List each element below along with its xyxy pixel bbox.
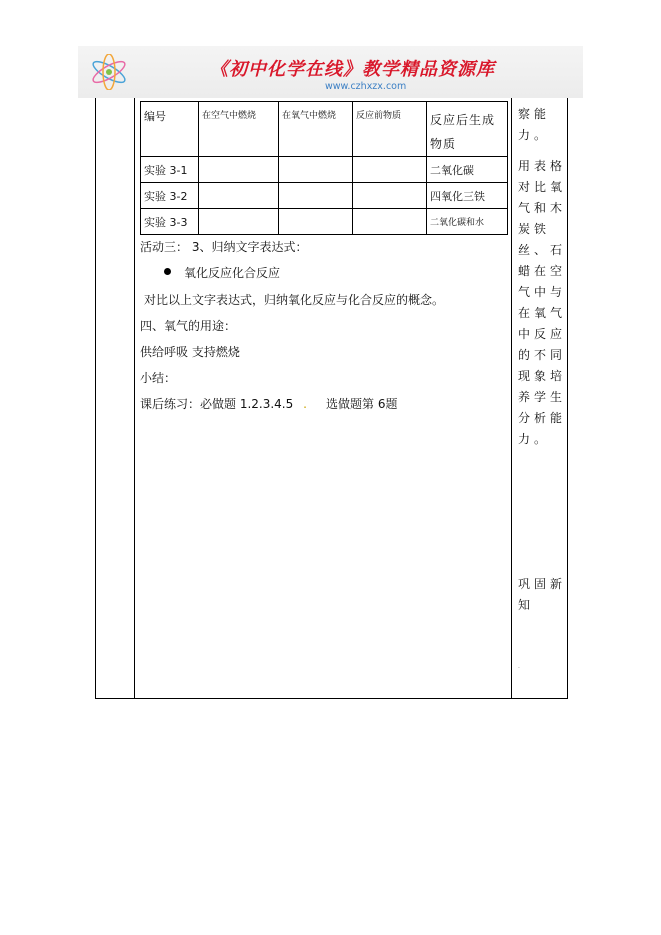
cell-empty: [279, 157, 353, 183]
homework-optional: 选做题第 6题: [326, 397, 398, 411]
atom-logo-icon: [88, 54, 130, 90]
header-in-air: 在空气中燃烧: [199, 102, 279, 157]
column-divider-left: [134, 98, 135, 699]
note-dot: .: [518, 663, 520, 670]
cell-empty: [279, 209, 353, 235]
homework-dot: .: [303, 397, 307, 411]
header-in-oxygen: 在氧气中燃烧: [279, 102, 353, 157]
note-table-purpose: 用表格对比氧气和木炭铁丝、石蜡在空气中与在氧气中反应的不同现象培养学生分析能力。: [518, 159, 567, 446]
section-heading: 四、氧气的用途：: [140, 319, 237, 333]
header-reactants: 反应前物质: [353, 102, 427, 157]
oxygen-uses: 供给呼吸 支持燃烧: [140, 345, 240, 359]
banner-url: www.czhxzx.com: [325, 81, 407, 92]
table-row: [141, 183, 508, 209]
table-row: [141, 157, 508, 183]
row-product: 二氧化碳和水: [427, 209, 508, 235]
header-banner: [78, 46, 583, 98]
table-header-row: [141, 102, 508, 157]
cell-empty: [199, 183, 279, 209]
cell-empty: [199, 157, 279, 183]
row-id: 实验 3-2: [141, 183, 199, 209]
experiment-table: [140, 101, 508, 235]
homework-required: [140, 395, 307, 412]
column-divider-right: [511, 98, 512, 699]
row-product: 二氧化碳: [427, 157, 508, 183]
row-product: 四氧化三铁: [427, 183, 508, 209]
summary-label: 小结：: [140, 371, 177, 385]
cell-empty: [199, 209, 279, 235]
note-consolidate: 巩固新知: [518, 577, 567, 612]
header-id: 编号: [141, 102, 199, 157]
bullet-icon: [164, 268, 171, 275]
cell-empty: [353, 183, 427, 209]
bullet-text: 氧化反应化合反应: [184, 266, 281, 280]
cell-empty: [353, 209, 427, 235]
row-id: 实验 3-1: [141, 157, 199, 183]
cell-empty: [279, 183, 353, 209]
banner-title: 《初中化学在线》教学精品资源库: [210, 59, 495, 80]
row-id: 实验 3-3: [141, 209, 199, 235]
table-row: [141, 209, 508, 235]
homework-required-text: 课后练习：必做题 1.2.3.4.5: [140, 397, 294, 411]
header-products: 反应后生成物质: [427, 102, 508, 157]
activity-heading: 活动三： 3、归纳文字表达式：: [140, 240, 308, 254]
compare-instruction: 对比以上文字表达式，归纳氧化反应与化合反应的概念。: [144, 293, 445, 307]
cell-empty: [353, 157, 427, 183]
note-observation: 察能力。: [518, 107, 551, 142]
